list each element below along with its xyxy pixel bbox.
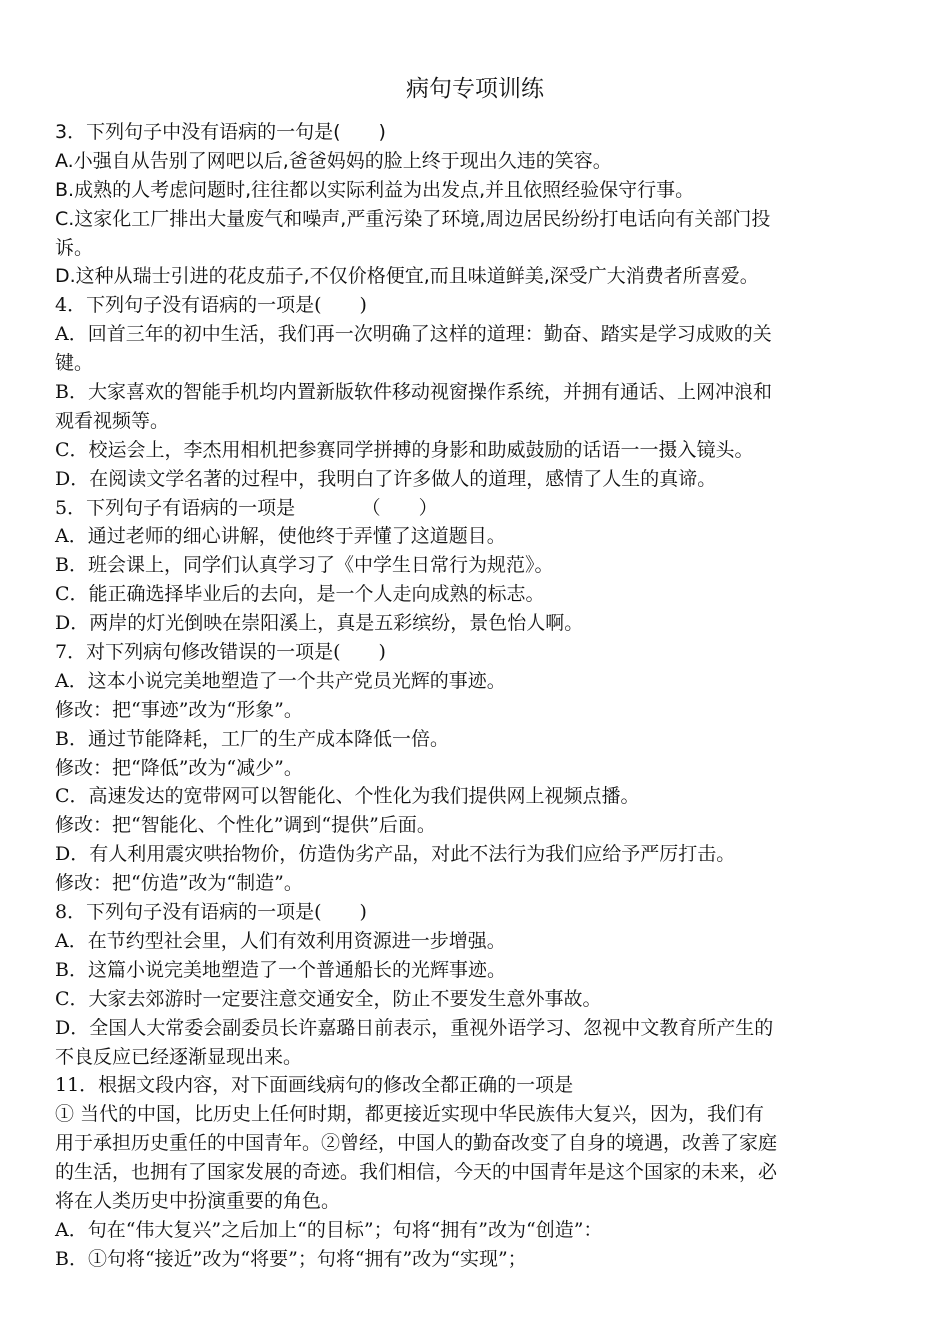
- page-title: 病句专项训练: [406, 76, 544, 102]
- question-5-option-b: B．班会课上，同学们认真学习了《中学生日常行为规范》。: [55, 554, 554, 577]
- question-7-option-d: D．有人利用震灾哄抬物价，仿造伪劣产品，对此不法行为我们应给予严厉打击。: [55, 843, 736, 866]
- question-7-revision-d: 修改：把“仿造”改为“制造”。: [55, 872, 303, 895]
- question-4-option-b-cont: 观看视频等。: [55, 409, 170, 432]
- question-3-stem: 3．下列句子中没有语病的一句是( ): [55, 121, 386, 143]
- question-11-passage-line-1: ① 当代的中国，比历史上任何时期，都更接近实现中华民族伟大复兴，因为，我们有: [55, 1103, 765, 1126]
- question-8-option-d-cont: 不良反应已经逐渐显现出来。: [55, 1045, 303, 1068]
- question-8-stem: 8．下列句子没有语病的一项是( ): [55, 901, 367, 924]
- question-7-option-a: A．这本小说完美地塑造了一个共产党员光辉的事迹。: [55, 669, 506, 692]
- question-8-option-b: B．这篇小说完美地塑造了一个普通船长的光辉事迹。: [55, 958, 506, 981]
- question-8-option-c: C．大家去郊游时一定要注意交通安全，防止不要发生意外事故。: [55, 987, 602, 1010]
- question-5-option-a: A．通过老师的细心讲解，使他终于弄懂了这道题目。: [55, 525, 506, 548]
- question-5-stem: 5．下列句子有语病的一项是 （ ）: [55, 496, 438, 519]
- question-7-option-c: C．高速发达的宽带网可以智能化、个性化为我们提供网上视频点播。: [55, 785, 640, 808]
- question-4-option-a-cont: 键。: [55, 352, 94, 375]
- question-4-option-c: C．校运会上，李杰用相机把参赛同学拼搏的身影和助威鼓励的话语一一摄入镜头。: [55, 438, 754, 461]
- question-4-option-d: D．在阅读文学名著的过程中，我明白了许多做人的道理，感情了人生的真谛。: [55, 467, 717, 490]
- question-7-stem: 7．对下列病句修改错误的一项是( ): [55, 641, 386, 664]
- question-3-option-d: D.这种从瑞士引进的花皮茄子,不仅价格便宜,而且味道鲜美,深受广大消费者所喜爱。: [55, 265, 759, 288]
- question-4-option-a: A．回首三年的初中生活，我们再一次明确了这样的道理：勤奋、踏实是学习成败的关: [55, 323, 772, 346]
- question-5-option-d: D．两岸的灯光倒映在崇阳溪上，真是五彩缤纷，景色怡人啊。: [55, 612, 584, 635]
- question-11-stem: 11．根据文段内容，对下面画线病句的修改全都正确的一项是: [55, 1074, 574, 1097]
- question-3-option-b: B.成熟的人考虑问题时,往往都以实际利益为出发点,并且依照经验保守行事。: [55, 178, 695, 201]
- question-4-stem: 4．下列句子没有语病的一项是( ): [55, 294, 367, 317]
- question-11-passage-line-2: 用于承担历史重任的中国青年。②曾经，中国人的勤奋改变了自身的境遇，改善了家庭: [55, 1132, 778, 1155]
- question-4-option-b: B．大家喜欢的智能手机均内置新版软件移动视窗操作系统，并拥有通话、上网冲浪和: [55, 381, 772, 404]
- question-3-option-c: C.这家化工厂排出大量废气和噪声,严重污染了环境,周边居民纷纷打电话向有关部门投: [55, 207, 771, 230]
- question-5-option-c: C．能正确选择毕业后的去向，是一个人走向成熟的标志。: [55, 583, 545, 606]
- question-7-revision-a: 修改：把“事迹”改为“形象”。: [55, 698, 303, 721]
- question-3-option-c-cont: 诉。: [55, 236, 94, 259]
- question-3-option-a: A.小强自从告别了网吧以后,爸爸妈妈的脸上终于现出久违的笑容。: [55, 149, 612, 172]
- question-7-revision-c: 修改：把“智能化、个性化”调到“提供”后面。: [55, 814, 436, 837]
- question-7-revision-b: 修改：把“降低”改为“减少”。: [55, 756, 303, 779]
- question-11-passage-line-4: 将在人类历史中扮演重要的角色。: [55, 1189, 341, 1212]
- question-11-option-b: B．①句将“接近”改为“将要”；句将“拥有”改为“实现”；: [55, 1247, 527, 1270]
- document-body: [55, 118, 895, 1274]
- question-8-option-a: A．在节约型社会里，人们有效利用资源进一步增强。: [55, 929, 506, 952]
- question-11-option-a: A．句在“伟大复兴”之后加上“的目标”；句将“拥有”改为“创造”：: [55, 1218, 603, 1241]
- question-8-option-d: D．全国人大常委会副委员长许嘉璐日前表示，重视外语学习、忽视中文教育所产生的: [55, 1016, 774, 1039]
- question-11-passage-line-3: 的生活，也拥有了国家发展的奇迹。我们相信，今天的中国青年是这个国家的未来，必: [55, 1161, 778, 1184]
- question-7-option-b: B．通过节能降耗，工厂的生产成本降低一倍。: [55, 727, 449, 750]
